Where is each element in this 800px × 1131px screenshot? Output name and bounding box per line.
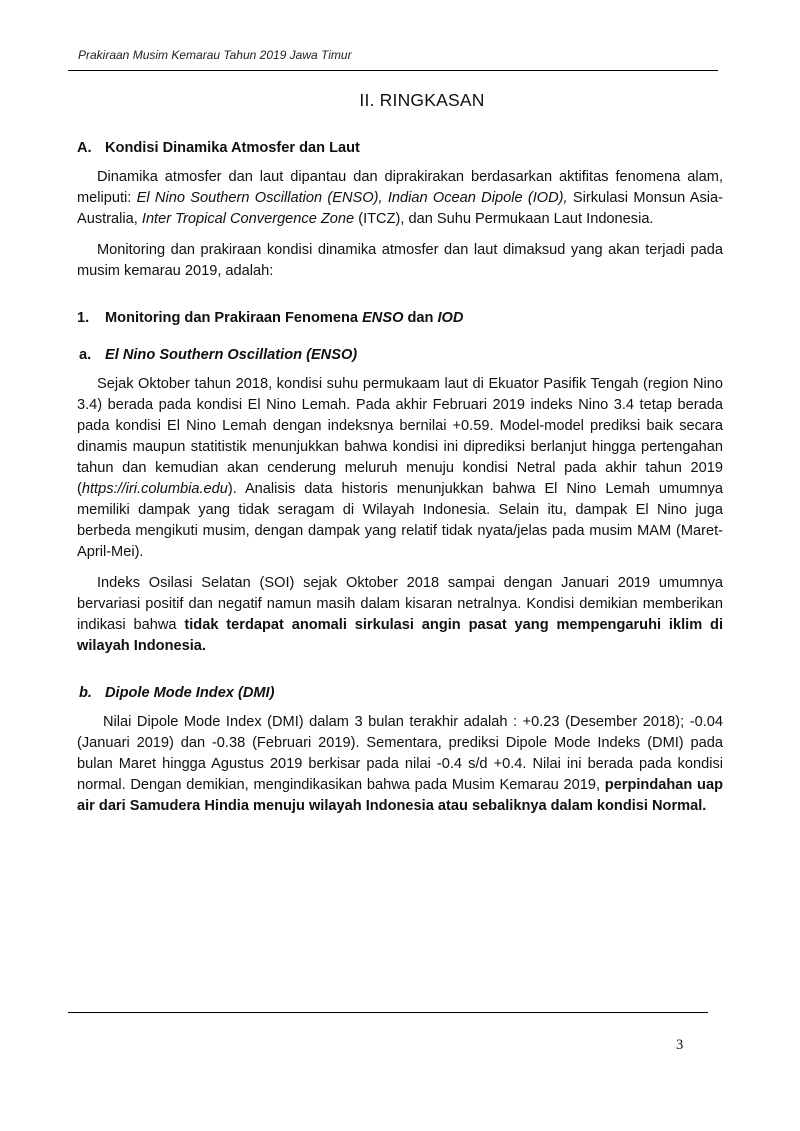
text-run: ). Analisis data historis menunjukkan bahwa El Nino Lemah umumnya memiliki dampak yang tidak seragam di Wilayah Indonesia. Selain itu, dampak El Nino juga berbeda mengikuti musim, dengan dampak yang relatif tidak nyata/jelas pada musim MAM (Maret-April-Mei). [77,481,723,560]
bold-run: perpindahan uap air dari Samudera Hindia menuju wilayah Indonesia atau sebaliknya dalam kondisi Normal. [77,777,723,814]
header-rule [68,70,718,71]
section-1a-number: a. [79,347,92,363]
section-a-title: Kondisi Dinamika Atmosfer dan Laut [105,140,360,156]
section-1b-number: b. [79,685,92,701]
italic-run: El Nino Southern Oscillation (ENSO), Indian Ocean Dipole (IOD), [136,190,568,206]
section-1-title-text: Monitoring dan Prakiraan Fenomena [105,310,363,326]
section-1b-heading [77,683,723,704]
text-run: Sirkulasi Monsun Asia-Australia, [77,190,723,227]
text-run: (ITCZ), dan Suhu Permukaan Laut Indonesia. [354,211,654,227]
source-link[interactable]: https://iri.columbia.edu [81,481,228,497]
footer-rule [68,1012,708,1013]
section-1a-paragraph-2 [77,573,723,657]
section-1a-title: El Nino Southern Oscillation (ENSO) [105,347,358,363]
running-header: Prakiraan Musim Kemarau Tahun 2019 Jawa Timur [78,48,352,62]
text-run: Nilai Dipole Mode Index (DMI) dalam 3 bulan terakhir adalah : +0.23 (Desember 2018); -0.04 (Januari 2019) dan -0.38 (Februari 2019). Sementara, prediksi Dipole Mode Indeks (DMI) pada bulan Maret hingga Agustus 2019 berkisar pada nilai -0.4 s/d +0.4. Nilai ini berada pada kondisi normal. Dengan demikian, mengindikasikan bahwa pada Musim Kemarau 2019, [77,714,723,793]
page-number: 3 [676,1037,684,1053]
section-a-heading [77,138,723,159]
text-run: Sejak Oktober tahun 2018, kondisi suhu permukaam laut di Ekuator Pasifik Tengah (region Nino 3.4) berada pada kondisi El Nino Lemah. Pada akhir Februari 2019 indeks Nino 3.4 tetap berada pada kondisi El Nino Lemah dengan indeksnya bernilai +0.59. Model-model prediksi baik secara dinamis maupun statitistik menunjukkan bahwa kondisi ini diprediksi berlanjut hingga pertengahan tahun dan kemudian akan cenderung meluruh menuju kondisi Netral pada akhir tahun 2019 ( [77,376,723,497]
section-1b-paragraph-1 [77,712,723,817]
section-1a-paragraph-1 [77,374,723,563]
section-1-title-enso: ENSO [362,310,404,326]
section-1-number: 1. [77,310,90,326]
section-a-paragraph-2: Monitoring dan prakiraan kondisi dinamika atmosfer dan laut dimaksud yang akan terjadi pada musim kemarau 2019, adalah: [77,242,723,279]
section-1b-title: Dipole Mode Index (DMI) [105,685,275,701]
section-a-number: A. [77,140,92,156]
chapter-title: II. RINGKASAN [359,90,485,110]
section-1-title-text: dan [403,310,438,326]
text-run: Dinamika atmosfer dan laut dipantau dan diprakirakan berdasarkan aktifitas fenomena alam, meliputi: [77,169,723,206]
section-1-title-iod: IOD [437,310,464,326]
bold-run: tidak terdapat anomali sirkulasi angin pasat yang mempengaruhi iklim di wilayah Indonesia. [77,617,723,654]
section-a-paragraph-1 [77,167,723,230]
section-1a-heading [77,345,723,366]
text-run: Indeks Osilasi Selatan (SOI) sejak Oktober 2018 sampai dengan Januari 2019 umumnya bervariasi positif dan negatif namun masih dalam kisaran netralnya. Kondisi demikian memberikan indikasi bahwa [77,575,723,633]
italic-run: Inter Tropical Convergence Zone [141,211,355,227]
page-content [77,90,723,817]
section-1-heading [77,308,723,329]
